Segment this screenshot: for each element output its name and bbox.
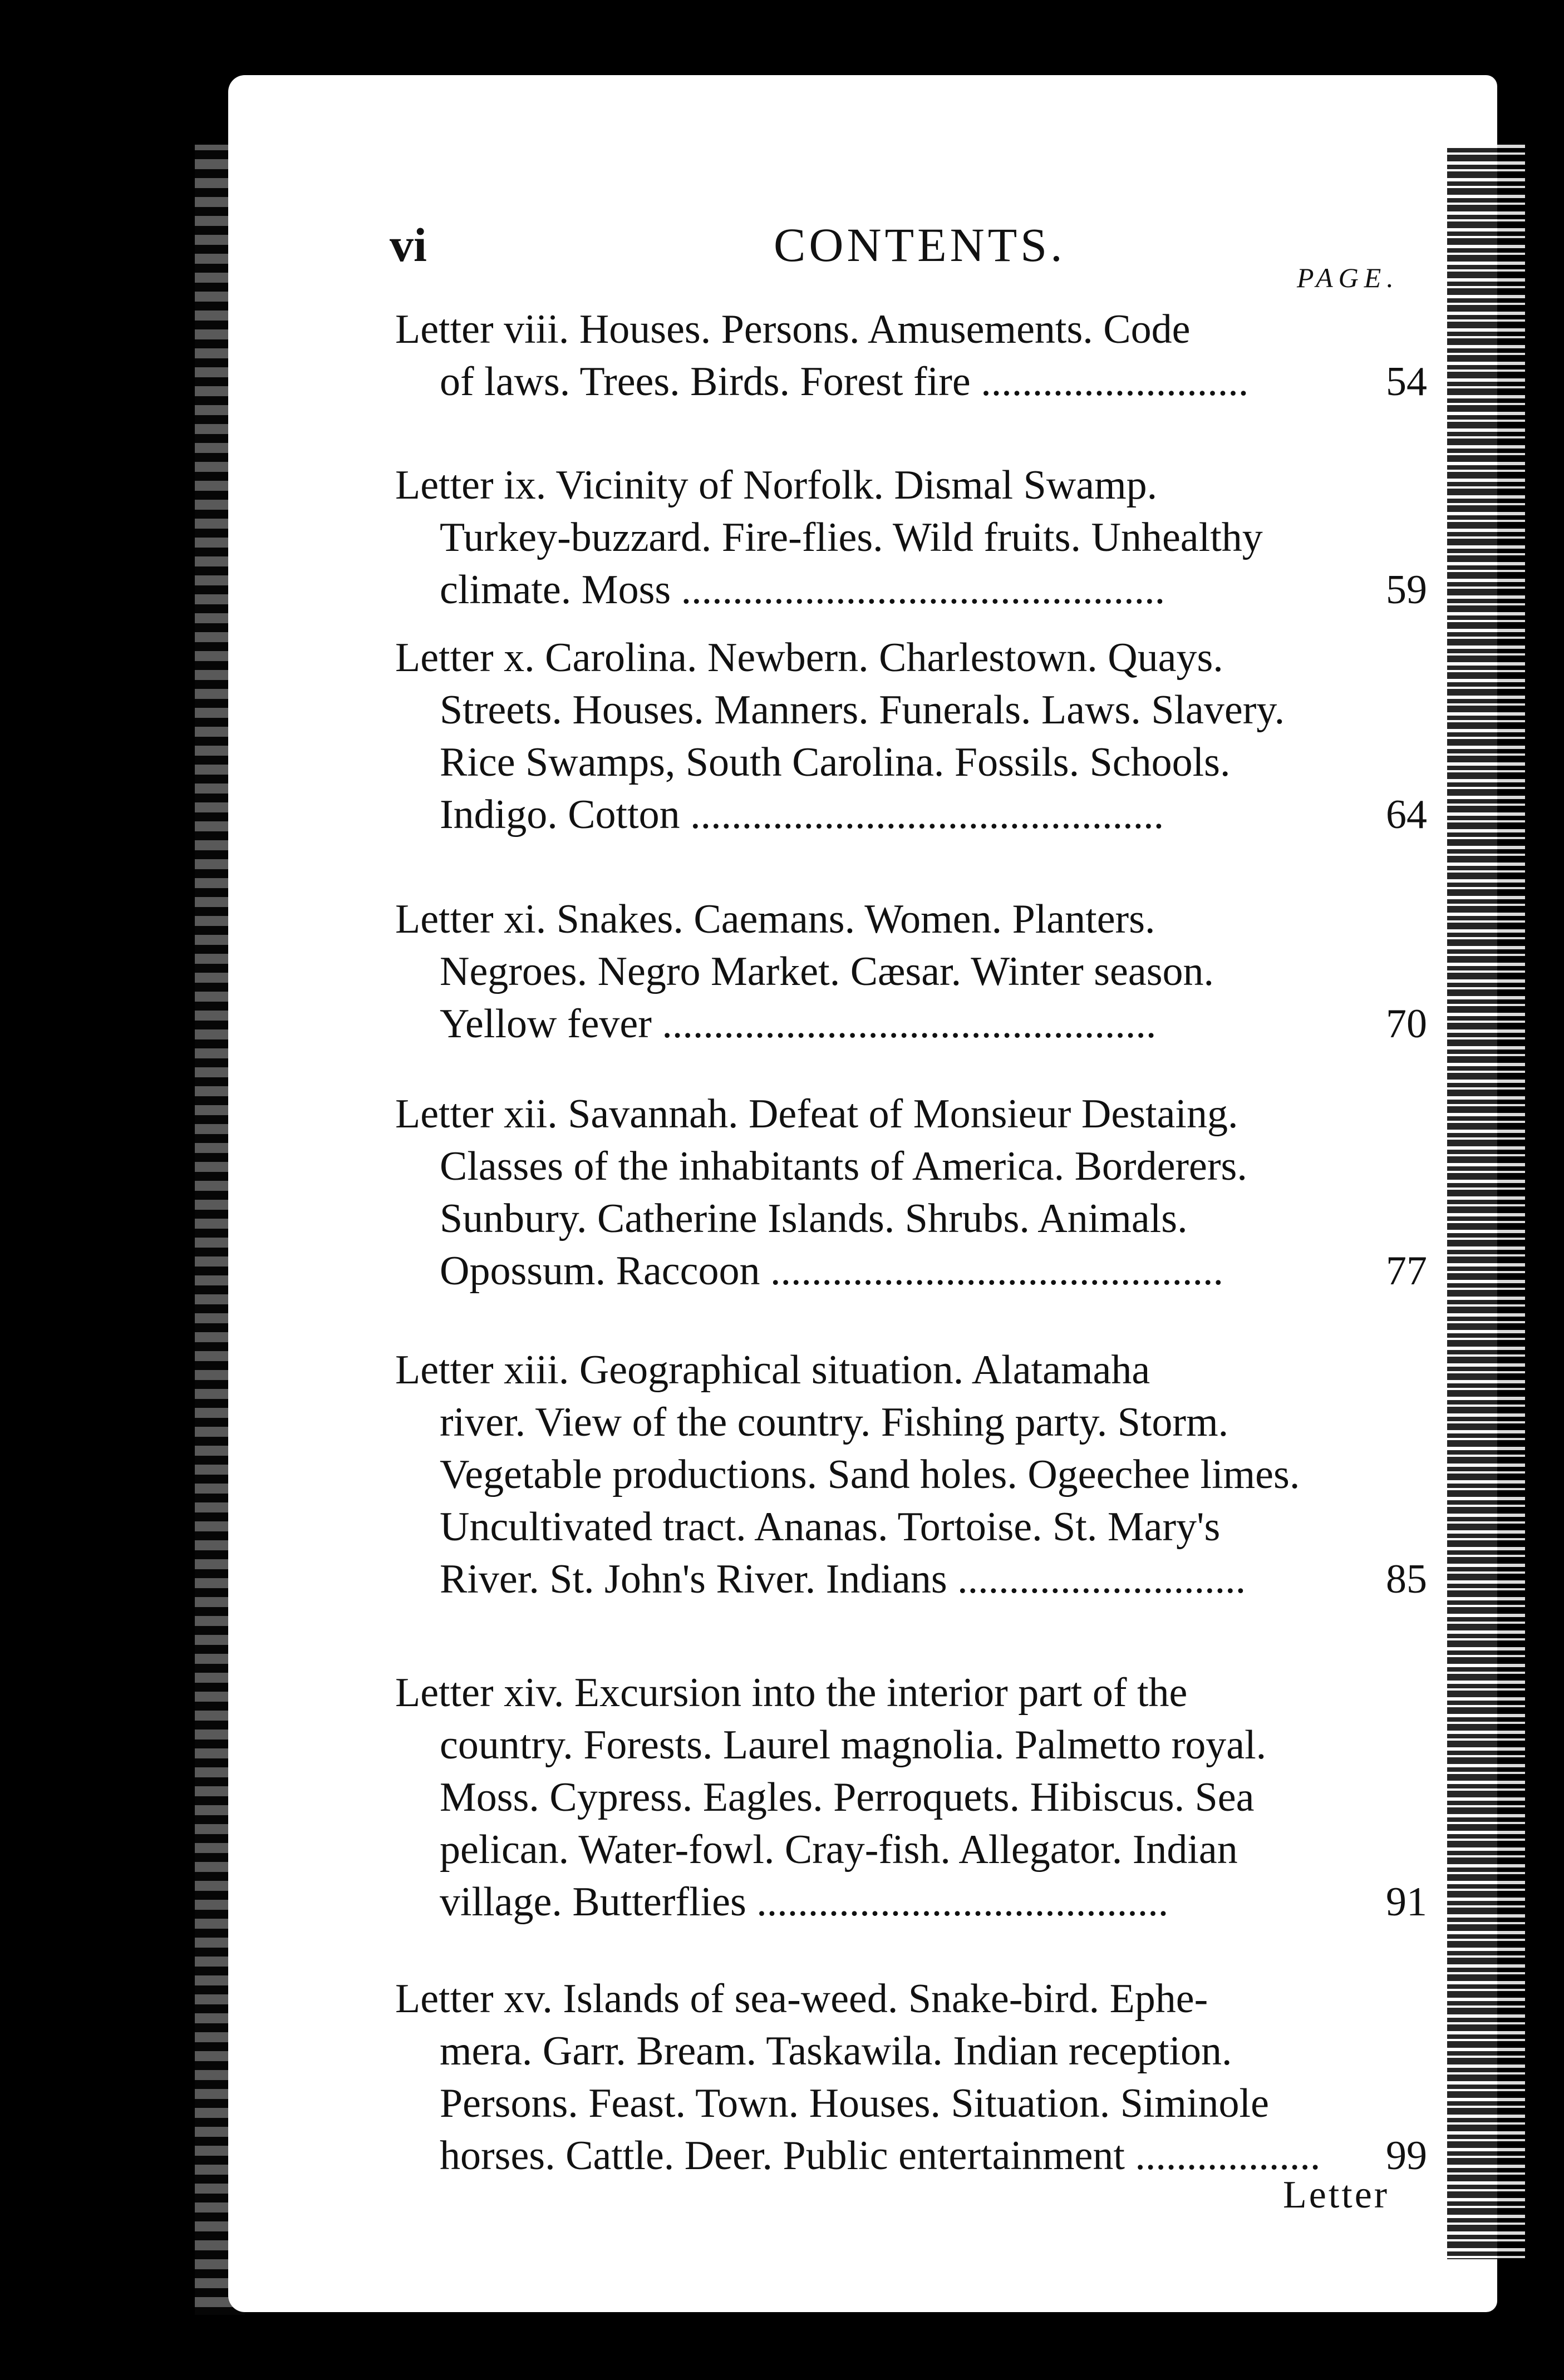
entry-page-number: 70	[1386, 1001, 1427, 1047]
entry-continuation-line: climate. Moss ...............................................	[440, 567, 1165, 613]
entry-heading-line: Letter ix. Vicinity of Norfolk. Dismal Swamp.	[395, 462, 1158, 508]
entry-continuation-line: Classes of the inhabitants of America. Borderers.	[440, 1144, 1247, 1189]
entry-heading-line: Letter x. Carolina. Newbern. Charlestown. Quays.	[395, 635, 1223, 681]
entry-continuation-line: Moss. Cypress. Eagles. Perroquets. Hibiscus. Sea	[440, 1775, 1255, 1820]
catchword: Letter	[1283, 2174, 1390, 2216]
entry-continuation-line: Vegetable productions. Sand holes. Ogeechee limes.	[440, 1452, 1300, 1497]
entry-continuation-line: country. Forests. Laurel magnolia. Palmetto royal.	[440, 1722, 1267, 1768]
page-column-label: PAGE.	[1297, 262, 1399, 293]
entry-heading-line: Letter xiv. Excursion into the interior part of the	[395, 1670, 1188, 1716]
page-fore-edge	[1447, 145, 1525, 2259]
page-folio: vi	[390, 218, 427, 272]
entry-continuation-line: Uncultivated tract. Ananas. Tortoise. St. Mary's	[440, 1504, 1221, 1550]
entry-continuation-line: river. View of the country. Fishing party. Storm.	[440, 1400, 1229, 1445]
entry-page-number: 99	[1386, 2133, 1427, 2179]
entry-continuation-line: pelican. Water-fowl. Cray-fish. Allegator. Indian	[440, 1827, 1238, 1873]
entry-page-number: 77	[1386, 1248, 1427, 1294]
entry-continuation-line: Rice Swamps, South Carolina. Fossils. Schools.	[440, 740, 1231, 785]
entry-continuation-line: Indigo. Cotton ..............................................	[440, 792, 1164, 837]
entry-heading-line: Letter xiii. Geographical situation. Alatamaha	[395, 1347, 1150, 1393]
entry-page-number: 64	[1386, 792, 1427, 837]
page-title: CONTENTS.	[774, 218, 1066, 272]
entry-continuation-line: mera. Garr. Bream. Taskawila. Indian reception.	[440, 2028, 1232, 2074]
entry-continuation-line: Negroes. Negro Market. Cæsar. Winter season.	[440, 949, 1214, 994]
entry-page-number: 59	[1386, 567, 1427, 613]
entry-continuation-line: Yellow fever ................................................	[440, 1001, 1157, 1047]
entry-continuation-line: of laws. Trees. Birds. Forest fire ..........................	[440, 359, 1249, 405]
entry-continuation-line: Sunbury. Catherine Islands. Shrubs. Animals.	[440, 1196, 1188, 1241]
entry-continuation-line: horses. Cattle. Deer. Public entertainment ..................	[440, 2133, 1321, 2179]
entry-heading-line: Letter viii. Houses. Persons. Amusements. Code	[395, 307, 1191, 352]
entry-page-number: 54	[1386, 359, 1427, 405]
entry-heading-line: Letter xv. Islands of sea-weed. Snake-bird. Ephe-	[395, 1976, 1208, 2022]
entry-continuation-line: Turkey-buzzard. Fire-flies. Wild fruits. Unhealthy	[440, 515, 1263, 560]
entry-continuation-line: Persons. Feast. Town. Houses. Situation. Siminole	[440, 2081, 1269, 2126]
entry-page-number: 85	[1386, 1556, 1427, 1602]
entry-heading-line: Letter xi. Snakes. Caemans. Women. Planters.	[395, 896, 1155, 942]
entry-continuation-line: village. Butterflies ........................................	[440, 1879, 1169, 1925]
entry-continuation-line: Opossum. Raccoon ............................................	[440, 1248, 1223, 1294]
entry-continuation-line: Streets. Houses. Manners. Funerals. Laws. Slavery.	[440, 687, 1285, 733]
entry-page-number: 91	[1386, 1879, 1427, 1925]
entry-continuation-line: River. St. John's River. Indians ............................	[440, 1556, 1246, 1602]
entry-heading-line: Letter xii. Savannah. Defeat of Monsieur Destaing.	[395, 1091, 1238, 1137]
